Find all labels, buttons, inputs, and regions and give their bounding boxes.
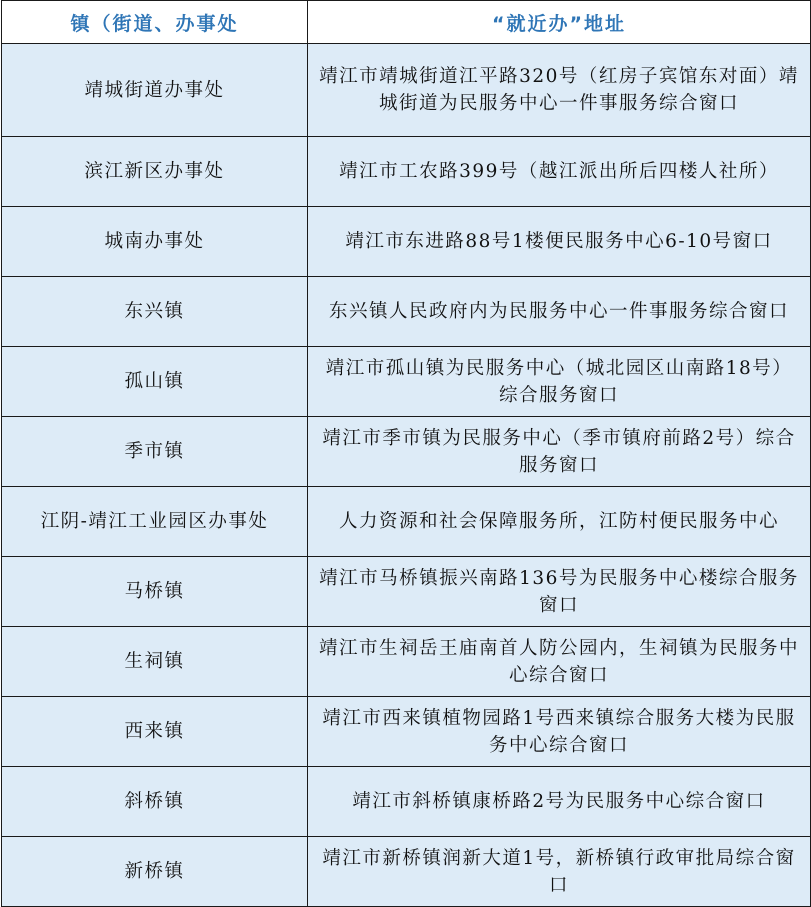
town-cell: 东兴镇 [2, 277, 308, 347]
town-cell: 孤山镇 [2, 347, 308, 417]
table-row [2, 207, 811, 277]
table-row [2, 137, 811, 207]
address-cell: 靖江市斜桥镇康桥路2号为民服务中心综合窗口 [308, 767, 811, 837]
address-cell: 靖江市靖城街道江平路320号（红房子宾馆东对面）靖城街道为民服务中心一件事服务综合窗口 [308, 44, 811, 137]
address-cell: 靖江市生祠岳王庙南首人防公园内，生祠镇为民服务中心综合窗口 [308, 627, 811, 697]
table-row [2, 627, 811, 697]
address-cell: 靖江市西来镇植物园路1号西来镇综合服务大楼为民服务中心综合窗口 [308, 697, 811, 767]
address-cell: 靖江市孤山镇为民服务中心（城北园区山南路18号）综合服务窗口 [308, 347, 811, 417]
address-cell: 靖江市东进路88号1楼便民服务中心6-10号窗口 [308, 207, 811, 277]
town-cell: 斜桥镇 [2, 767, 308, 837]
table-row [2, 277, 811, 347]
town-cell: 新桥镇 [2, 837, 308, 907]
address-cell: 靖江市工农路399号（越江派出所后四楼人社所） [308, 137, 811, 207]
table-row [2, 557, 811, 627]
table-row [2, 837, 811, 907]
town-cell: 滨江新区办事处 [2, 137, 308, 207]
town-cell: 江阴-靖江工业园区办事处 [2, 487, 308, 557]
address-table [1, 0, 811, 907]
address-cell: 靖江市马桥镇振兴南路136号为民服务中心楼综合服务窗口 [308, 557, 811, 627]
table-row [2, 767, 811, 837]
table-row [2, 487, 811, 557]
table-row [2, 697, 811, 767]
address-cell: 靖江市新桥镇润新大道1号，新桥镇行政审批局综合窗口 [308, 837, 811, 907]
table-row [2, 417, 811, 487]
table-header-row [2, 1, 811, 44]
town-cell: 生祠镇 [2, 627, 308, 697]
town-cell: 西来镇 [2, 697, 308, 767]
address-cell: 靖江市季市镇为民服务中心（季市镇府前路2号）综合服务窗口 [308, 417, 811, 487]
town-cell: 马桥镇 [2, 557, 308, 627]
town-cell: 季市镇 [2, 417, 308, 487]
header-town: 镇（街道、办事处 [2, 1, 308, 44]
header-address: “就近办”地址 [308, 1, 811, 44]
table-row [2, 347, 811, 417]
table-row [2, 44, 811, 137]
address-cell: 东兴镇人民政府内为民服务中心一件事服务综合窗口 [308, 277, 811, 347]
town-cell: 城南办事处 [2, 207, 308, 277]
town-cell: 靖城街道办事处 [2, 44, 308, 137]
address-cell: 人力资源和社会保障服务所，江防村便民服务中心 [308, 487, 811, 557]
